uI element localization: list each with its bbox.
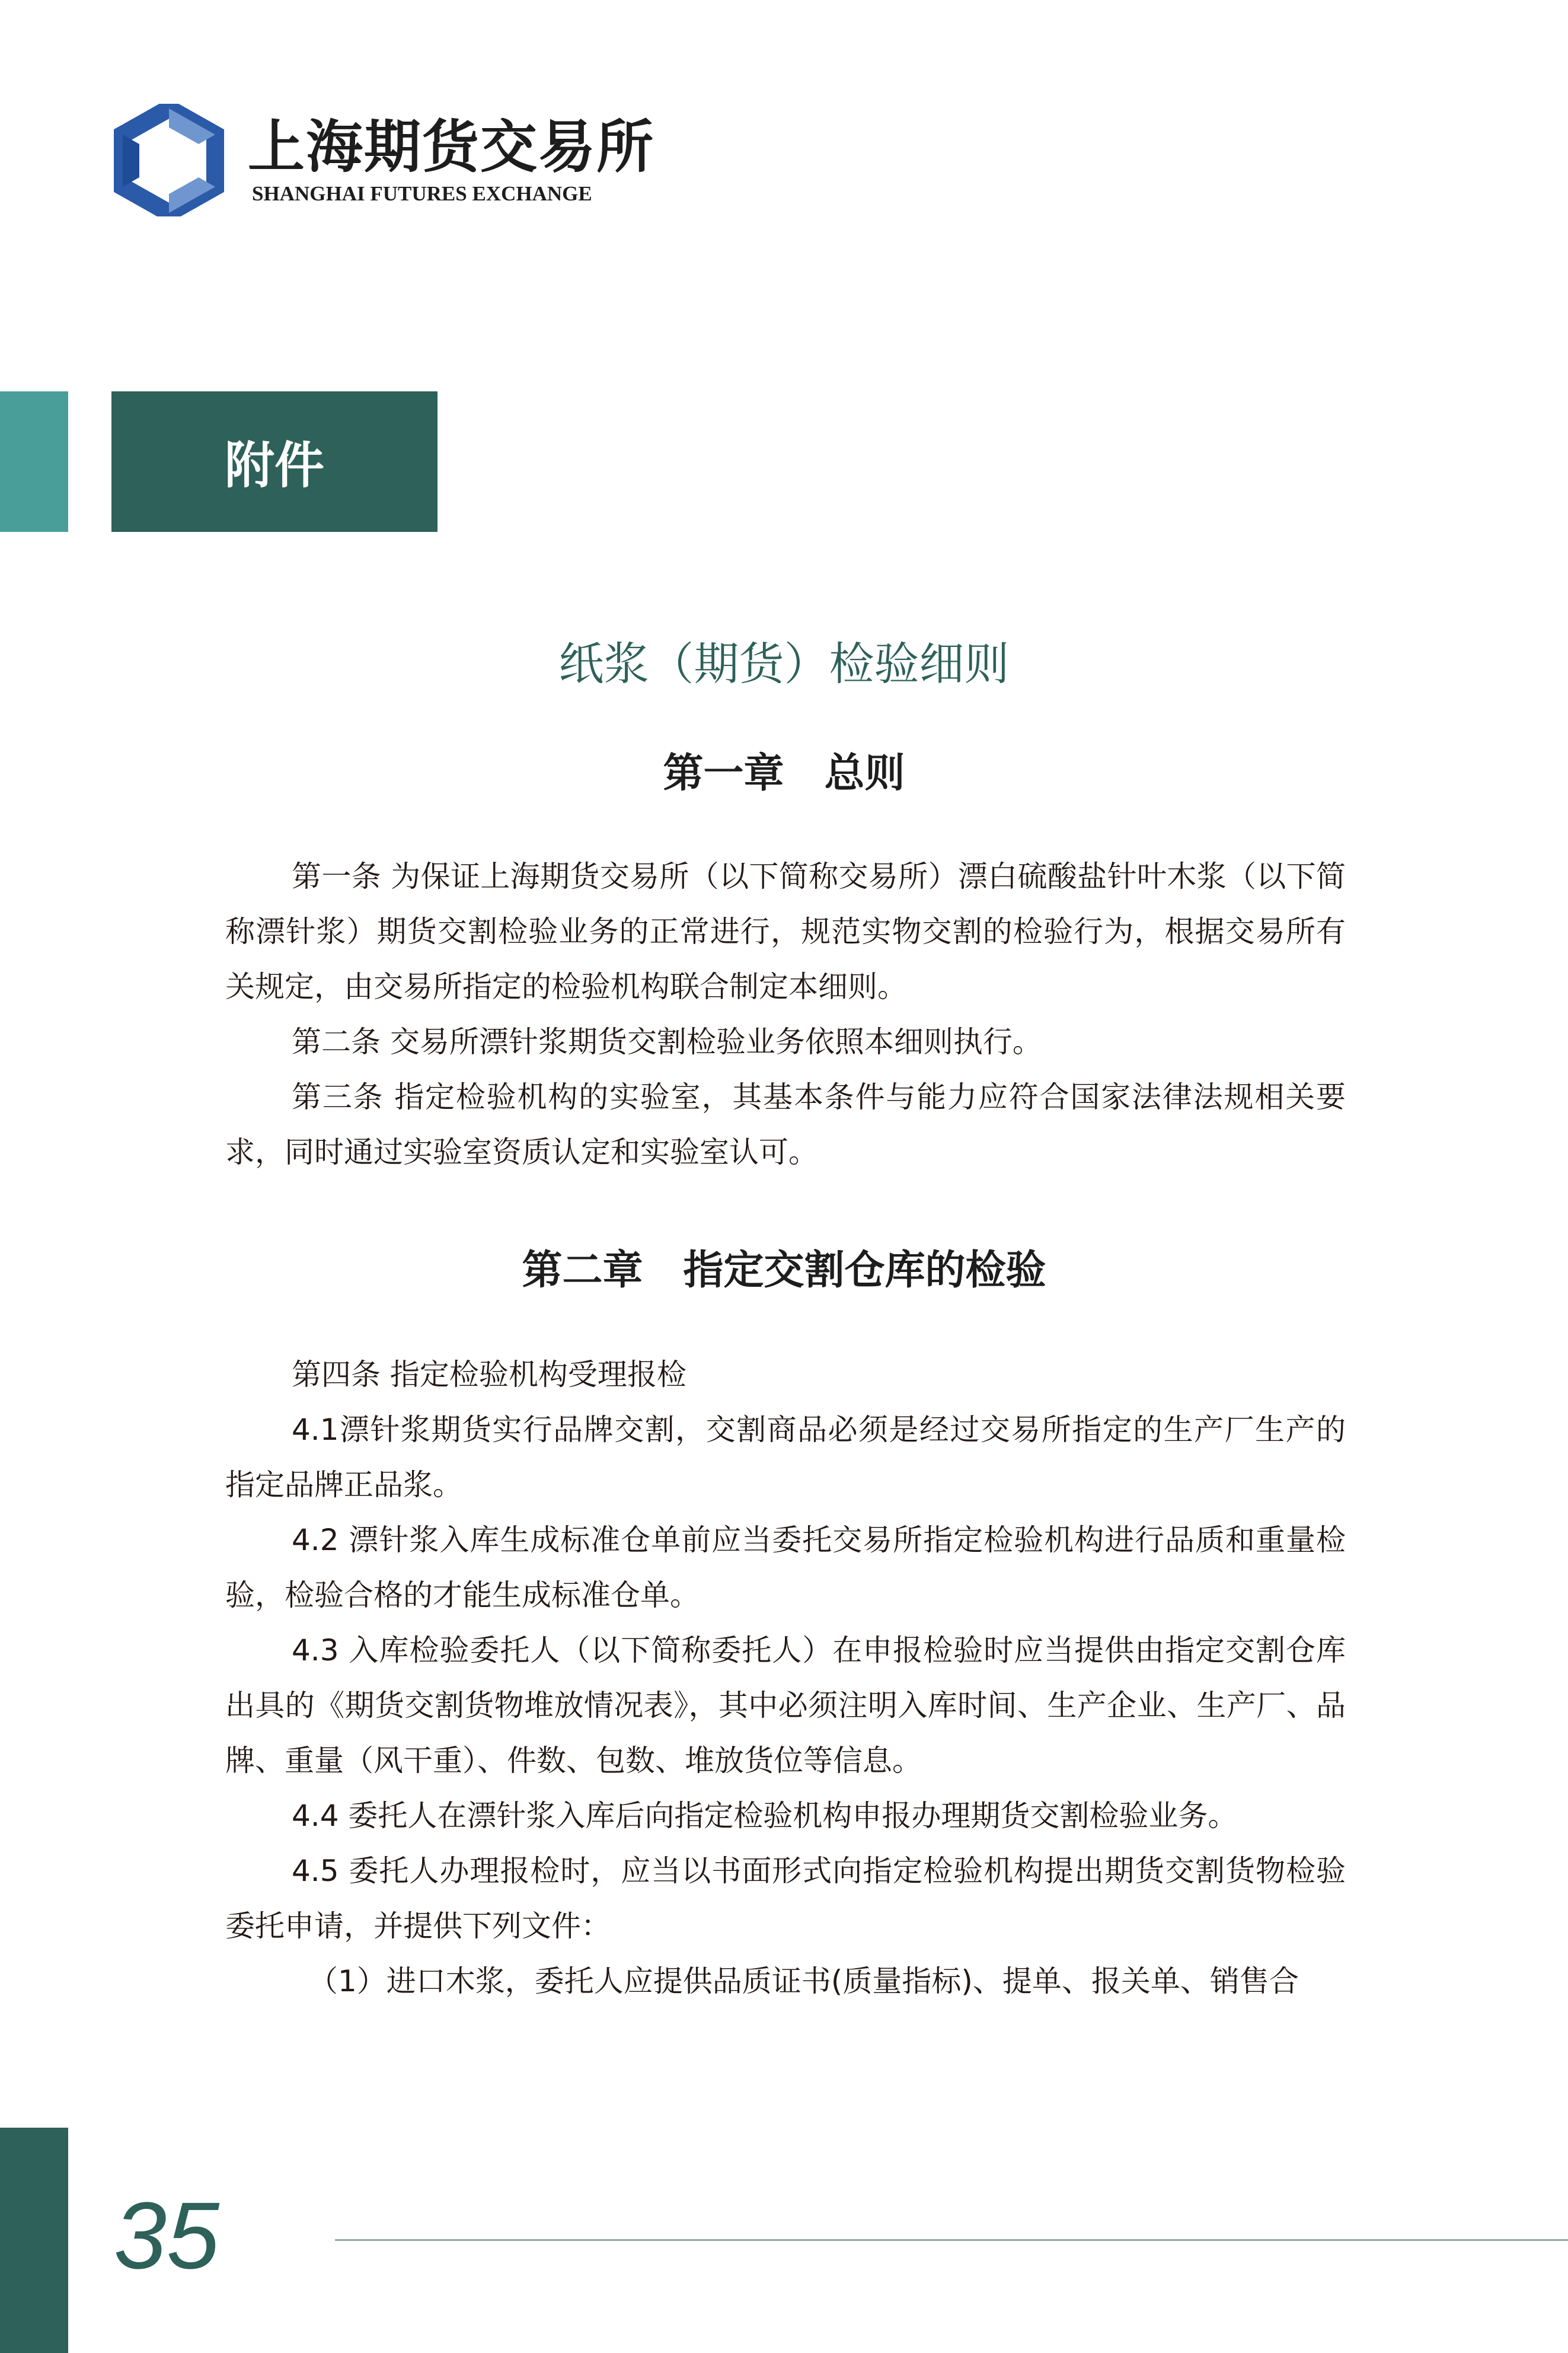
paragraph-4-3: 4.3 入库检验委托人（以下简称委托人）在申报检验时应当提供由指定交割仓库出具的《期货交割货物堆放情况表》，其中必须注明入库时间、生产企业、生产厂、品牌、重量（风干重）、件数、包数、堆放货位等信息。	[225, 1633, 1346, 1778]
hexagon-ring-logo-icon	[110, 104, 228, 216]
paragraph-article-3: 第三条 指定检验机构的实验室，其基本条件与能力应符合国家法律法规相关要求，同时通过实验室资质认定和实验室认可。	[225, 1080, 1346, 1169]
side-accent-bar	[0, 391, 68, 532]
logo-english-name: SHANGHAI FUTURES EXCHANGE	[252, 182, 592, 205]
paragraph-list-item-1: （1）进口木浆，委托人应提供品质证书(质量指标)、提单、报关单、销售合	[308, 1964, 1299, 1998]
footer-accent-bar	[0, 2128, 68, 2353]
footer-divider	[335, 2239, 1568, 2241]
page-number: 35	[114, 2182, 219, 2288]
paragraph-4-1: 4.1漂针浆期货实行品牌交割，交割商品必须是经过交易所指定的生产厂生产的指定品牌正品浆。	[225, 1413, 1346, 1502]
appendix-tab	[111, 391, 437, 532]
paragraph-4-5: 4.5 委托人办理报检时，应当以书面形式向指定检验机构提出期货交割货物检验委托申请，并提供下列文件：	[225, 1854, 1346, 1943]
document-title: 纸浆（期货）检验细则	[558, 637, 1010, 690]
appendix-tab-label: 附件	[224, 436, 324, 495]
paragraph-article-4: 第四条 指定检验机构受理报检	[292, 1357, 686, 1392]
chapter-heading: 第二章 指定交割仓库的检验	[522, 1247, 1046, 1294]
paragraph-4-4: 4.4 委托人在漂针浆入库后向指定检验机构申报办理期货交割检验业务。	[292, 1799, 1238, 1833]
chapter-heading: 第一章 总则	[663, 750, 905, 797]
paragraph-article-2: 第二条 交易所漂针浆期货交割检验业务依照本细则执行。	[292, 1025, 1042, 1059]
paragraph-article-1: 第一条 为保证上海期货交易所（以下简称交易所）漂白硫酸盐针叶木浆（以下简称漂针浆）期货交割检验业务的正常进行，规范实物交割的检验行为，根据交易所有关规定，由交易所指定的检验机构联合制定本细则。	[225, 859, 1346, 1004]
logo-chinese-name: 上海期货交易所	[248, 113, 654, 180]
paragraph-4-2: 4.2 漂针浆入库生成标准仓单前应当委托交易所指定检验机构进行品质和重量检验，检验合格的才能生成标准仓单。	[225, 1523, 1346, 1612]
